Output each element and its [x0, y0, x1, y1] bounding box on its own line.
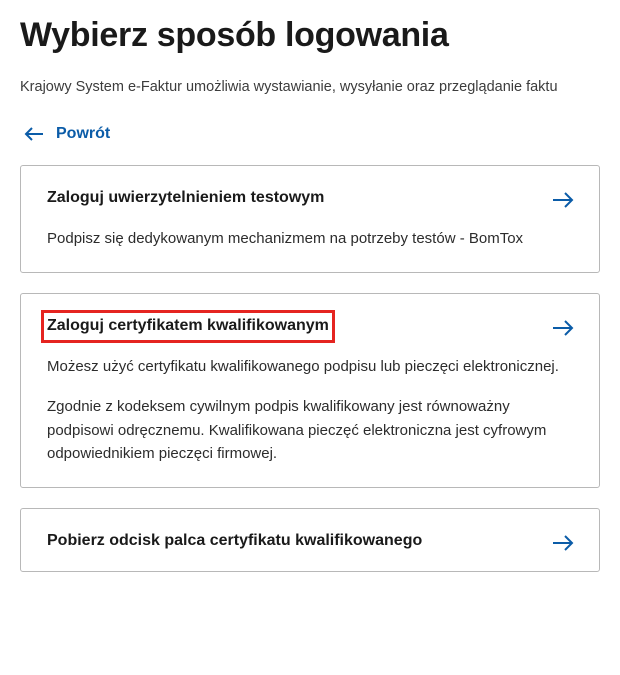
card-body	[47, 227, 575, 250]
page-title: Wybierz sposób logowania	[20, 16, 449, 54]
card-title: Zaloguj certyfikatem kwalifikowanym	[47, 316, 329, 337]
back-link[interactable]	[24, 125, 110, 143]
arrow-right-icon[interactable]	[551, 532, 575, 554]
arrow-left-icon	[24, 126, 44, 142]
card-body	[47, 355, 575, 465]
arrow-right-icon[interactable]	[551, 317, 575, 339]
card-header	[47, 531, 575, 554]
page-subtitle: Krajowy System e-Faktur umożliwia wystawianie, wysyłanie oraz przeglądanie faktu	[20, 78, 558, 95]
card-paragraph: Możesz użyć certyfikatu kwalifikowanego podpisu lub pieczęci elektronicznej.	[47, 358, 559, 376]
card-header	[47, 316, 575, 339]
arrow-right-icon[interactable]	[551, 189, 575, 211]
login-option-card-test-auth[interactable]	[20, 165, 600, 273]
card-header	[47, 188, 575, 211]
card-paragraph: Podpisz się dedykowanym mechanizmem na potrzeby testów - BomTox	[47, 229, 524, 247]
login-option-card-certificate-fingerprint[interactable]	[20, 508, 600, 572]
back-link-label: Powrót	[56, 124, 111, 142]
card-title: Zaloguj uwierzytelnieniem testowym	[47, 188, 325, 206]
card-title: Pobierz odcisk palca certyfikatu kwalifikowanego	[47, 532, 423, 550]
card-paragraph: Zgodnie z kodeksem cywilnym podpis kwalifikowany jest równoważny podpisowi odręcznemu. Kwalifikowana pieczęć elektroniczna jest cyfrowym odpowiednikiem pieczęci firmowej.	[47, 398, 547, 462]
login-option-card-qualified-certificate[interactable]	[20, 293, 600, 488]
login-method-page	[0, 14, 620, 675]
login-options-list	[20, 165, 600, 572]
